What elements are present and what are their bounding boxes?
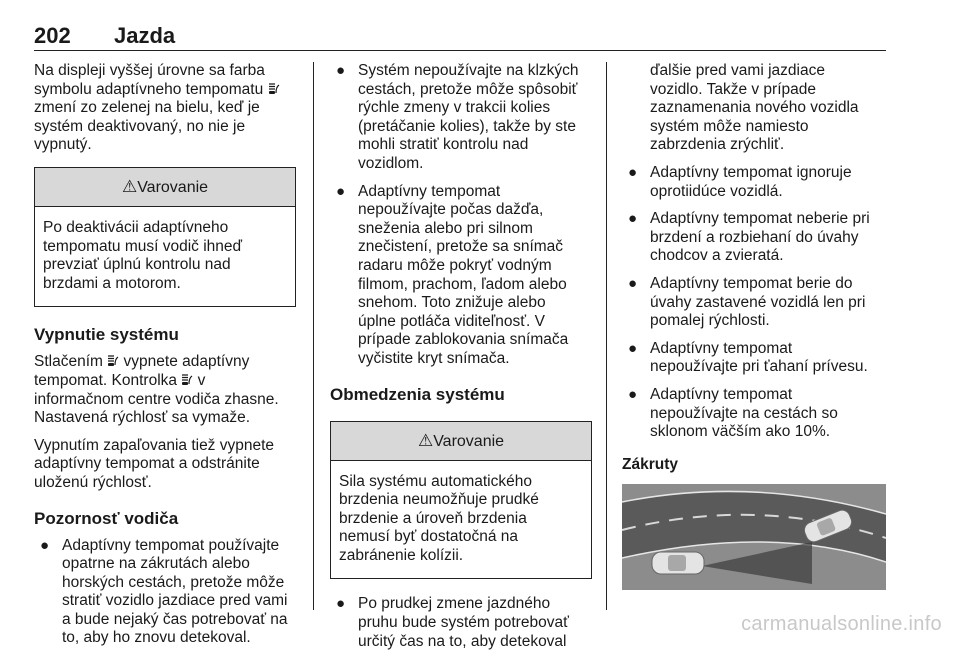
- bullet-dot-icon: ●: [336, 595, 346, 613]
- list-item: ● Po prudkej zmene jazdného pruhu bude systém potrebovať určitý čas na to, aby detekoval: [336, 595, 569, 650]
- warning-triangle-icon: ⚠: [121, 176, 138, 196]
- section-heading-vypnutie: Vypnutie systému: [34, 325, 179, 345]
- column-3: [622, 62, 886, 590]
- paragraph: Vypnutím zapaľovania tiež vypnete adaptívny tempomat a odstránite uloženú rýchlosť.: [34, 436, 275, 491]
- curve-illustration: [622, 484, 886, 590]
- column-2: [330, 62, 592, 660]
- list-item: ● Adaptívny tempomat ignoruje oprotiidúce vozidlá.: [628, 163, 852, 200]
- warning-triangle-icon: ⚠: [417, 430, 434, 450]
- column-divider: [313, 62, 314, 610]
- warning-text: Sila systému automatického brzdenia neumožňuje prudké brzdenie a úroveň brzdenia nemusí byť dostatočná na zabránenie kolízii.: [339, 472, 539, 564]
- list-item: ● Adaptívny tempomat nepoužívajte pri ťahaní prívesu.: [628, 339, 868, 376]
- adaptive-cruise-control-icon: [181, 373, 193, 386]
- car-icon: [652, 552, 704, 574]
- column-divider: [606, 62, 607, 610]
- list-item: ● Adaptívny tempomat neberie pri brzdení a rozbiehaní do úvahy chodcov a zvieratá.: [628, 210, 870, 265]
- bullet-dot-icon: ●: [628, 385, 638, 403]
- watermark: carmanualsonline.info: [741, 613, 942, 635]
- list-item: ● Systém nepoužívajte na klzkých cestách, pretože môže spôsobiť rýchle zmeny v trakcii kolies (pretáčanie kolies), takže by ste mohli stratiť kontrolu nad vozidlom.: [336, 62, 579, 172]
- page-header: [34, 22, 886, 51]
- warning-text: Po deaktivácii adaptívneho tempomatu musí vodič ihneď prevziať úplnú kontrolu nad brzdami a motorom.: [43, 218, 243, 292]
- list-item-continuation: ďalšie pred vami jazdiace vozidlo. Takže v prípade zaznamenania nového vozidla systém môže namiesto zabrzdenia zrýchliť.: [650, 62, 859, 154]
- chapter-title: Jazda: [114, 23, 176, 48]
- bullet-dot-icon: ●: [628, 210, 638, 228]
- bullet-dot-icon: ●: [336, 182, 346, 200]
- list-item: ● Adaptívny tempomat používajte opatrne na zákrutách alebo horských cestách, pretože môže stratiť vozidlo jazdiace pred vami a bude nejaký čas potrebovať na to, aby ho znovu detekoval.: [40, 536, 288, 647]
- section-heading-pozornost: Pozornosť vodiča: [34, 508, 179, 528]
- section-heading-zakruty: Zákruty: [622, 455, 678, 473]
- bullet-dot-icon: ●: [40, 536, 50, 554]
- bullet-dot-icon: ●: [628, 163, 638, 181]
- paragraph: Stlačením vypnete adaptívny tempomat. Kontrolka v informačnom centre vodiča zhasne. Nastavená rýchlosť sa vymaže.: [34, 353, 279, 427]
- list-item: ● Adaptívny tempomat nepoužívajte počas dažďa, sneženia alebo pri silnom znečistení, pretože sa snímač radaru môže pokryť vodným filmom, prachom, ľadom alebo snehom. Toto znižuje alebo úplne potláča viditeľnosť. V prípade zablokovania snímača vyčistite kryt snímača.: [336, 182, 569, 367]
- bullet-dot-icon: ●: [336, 62, 346, 79]
- warning-header: ⚠Varovanie: [35, 168, 295, 207]
- page-number: 202: [34, 23, 71, 48]
- warning-header: ⚠Varovanie: [331, 422, 591, 461]
- column-1: [34, 62, 296, 657]
- warning-box: [330, 421, 592, 580]
- list-item: ● Adaptívny tempomat berie do úvahy zastavené vozidlá len pri pomalej rýchlosti.: [628, 274, 866, 330]
- bullet-dot-icon: ●: [628, 274, 638, 292]
- intro-paragraph: Na displeji vyššej úrovne sa farba symbolu adaptívneho tempomatu zmení zo zelenej na bielu, keď je systém deaktivovaný, no nie je vypnutý.: [34, 62, 296, 155]
- adaptive-cruise-control-icon: [107, 354, 119, 367]
- warning-box: [34, 167, 296, 307]
- section-heading-obmedzenia: Obmedzenia systému: [330, 384, 505, 404]
- bullet-dot-icon: ●: [628, 339, 638, 357]
- adaptive-cruise-control-icon: [268, 82, 280, 95]
- list-item: ● Adaptívny tempomat nepoužívajte na cestách so sklonom väčším ako 10%.: [628, 385, 838, 441]
